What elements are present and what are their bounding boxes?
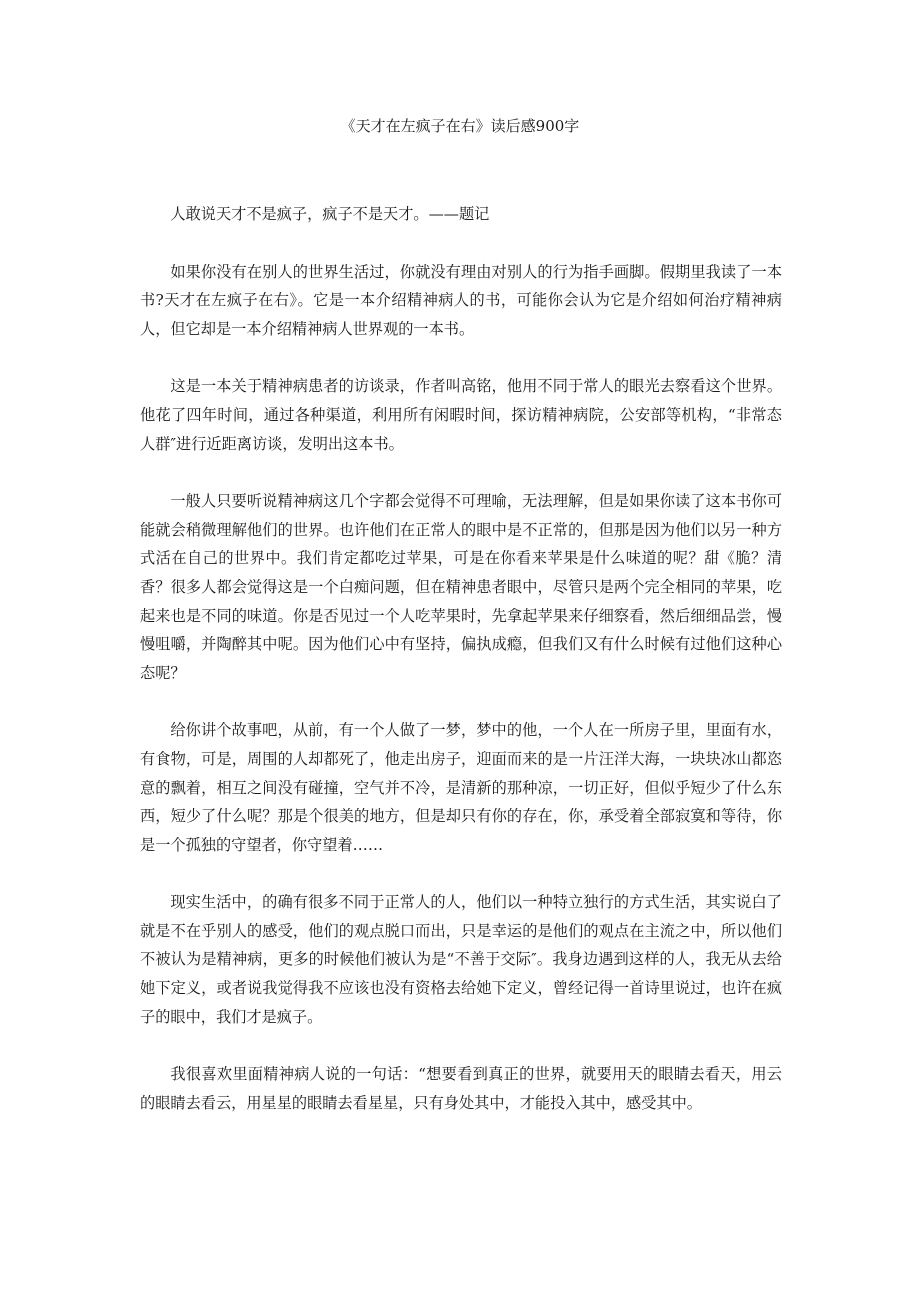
document-title: 《天才在左疯子在右》读后感900字	[340, 117, 580, 135]
epigraph-paragraph: 人敢说天才不是疯子，疯子不是天才。——题记	[170, 205, 490, 223]
body-paragraph: 给你讲个故事吧，从前，有一个人做了一梦，梦中的他，一个人在一所房子里，里面有水，有食物，可是，周围的人却都死了，他走出房子，迎面而来的是一片汪洋大海，一块块冰山都恣意的飘着，相互之间没有碰撞，空气并不冷，是清新的那种凉，一切正好，但似乎短少了什么东西，短少了什么呢？那是个很美的地方，但是却只有你的存在，你，承受着全部寂寞和等待，你是一个孤独的守望者，你守望着……	[140, 721, 782, 854]
body-paragraph: 一般人只要听说精神病这几个字都会觉得不可理喻，无法理解，但是如果你读了这本书你可能就会稍微理解他们的世界。也许他们在正常人的眼中是不正常的，但那是因为他们以另一种方式活在自己的世界中。我们肯定都吃过苹果，可是在你看来苹果是什么味道的呢？甜《脆？清香？很多人都会觉得这是一个白痴问题，但在精神患者眼中，尽管只是两个完全相同的苹果，吃起来也是不同的味道。你是否见过一个人吃苹果时，先拿起苹果来仔细察看，然后细细品尝，慢慢咀嚼，并陶醉其中呢。因为他们心中有坚持，偏执成瘾，但我们又有什么时候有过他们这种心态呢？	[140, 492, 782, 682]
body-paragraph: 这是一本关于精神病患者的访谈录，作者叫高铭，他用不同于常人的眼光去察看这个世界。他花了四年时间，通过各种渠道，利用所有闲暇时间，探访精神病院，公安部等机构，“非常态人群″进行近距离访谈，发明出这本书。	[140, 377, 782, 453]
document-body	[140, 200, 782, 1146]
body-paragraph: 我很喜欢里面精神病人说的一句话：“想要看到真正的世界，就要用天的眼睛去看天，用云的眼睛去看云，用星星的眼睛去看星星，只有身处其中，才能投入其中，感受其中。	[140, 1065, 782, 1112]
body-paragraph: 现实生活中，的确有很多不同于正常人的人，他们以一种特立独行的方式生活，其实说白了就是不在乎别人的感受，他们的观点脱口而出，只是幸运的是他们的观点在主流之中，所以他们不被认为是精神病，更多的时候他们被认为是“不善于交际″。我身边遇到这样的人，我无从去给她下定义，或者说我觉得我不应该也没有资格去给她下定义，曾经记得一首诗里说过，也许在疯子的眼中，我们才是疯子。	[140, 893, 782, 1026]
body-paragraph: 如果你没有在别人的世界生活过，你就没有理由对别人的行为指手画脚。假期里我读了一本书?天才在左疯子在右》。它是一本介绍精神病人的书，可能你会认为它是介绍如何治疗精神病人，但它却是一本介绍精神病人世界观的一本书。	[140, 262, 782, 338]
